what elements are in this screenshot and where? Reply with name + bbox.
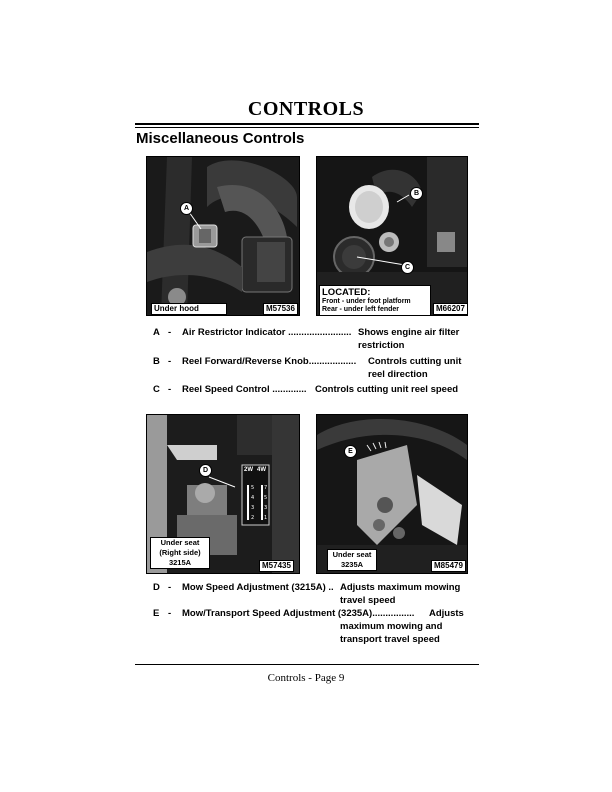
item-description: reel direction xyxy=(368,369,428,380)
controls-list-top xyxy=(153,327,473,397)
caption-under-hood: Under hood xyxy=(151,303,227,315)
item-label: Air Restrictor Indicator ........................ xyxy=(182,327,352,338)
marker-b: B xyxy=(410,187,423,200)
item-description: Adjusts xyxy=(429,608,464,619)
item-label: Reel Forward/Reverse Knob.................. xyxy=(182,356,357,367)
photo-code: M57536 xyxy=(263,303,298,315)
svg-text:5: 5 xyxy=(251,485,255,491)
photo-code: M57435 xyxy=(259,560,294,572)
scale-4w: 4W xyxy=(257,467,266,473)
page-title: CONTROLS xyxy=(247,98,365,120)
footer-rule xyxy=(135,664,479,665)
item-dash: - xyxy=(168,384,172,395)
item-description: transport travel speed xyxy=(340,634,440,645)
caption-line: (Right side) xyxy=(159,548,201,557)
item-label: Reel Speed Control ............. xyxy=(182,384,307,395)
photo-reel-controls xyxy=(316,156,468,316)
svg-text:3: 3 xyxy=(251,505,255,511)
item-description: travel speed xyxy=(340,595,396,606)
section-heading: Miscellaneous Controls xyxy=(136,130,305,147)
item-description: maximum mowing and xyxy=(340,621,443,632)
caption-under-seat xyxy=(327,549,377,571)
svg-text:3: 3 xyxy=(264,505,268,511)
item-dash: - xyxy=(168,327,172,338)
scale-2w: 2W xyxy=(244,467,253,473)
title-rule-thin xyxy=(135,127,479,128)
title-rule xyxy=(135,123,479,125)
located-box xyxy=(319,285,431,316)
caption-line: Under seat xyxy=(160,538,200,547)
svg-text:5: 5 xyxy=(264,495,268,501)
page-footer: Controls - Page 9 xyxy=(267,672,345,684)
item-description: restriction xyxy=(358,340,405,351)
caption-under-seat-right xyxy=(150,537,210,569)
caption-line: 3215A xyxy=(168,558,192,567)
item-letter: B xyxy=(153,356,160,367)
item-description: Shows engine air filter xyxy=(358,327,460,338)
item-letter: A xyxy=(153,327,160,338)
item-label: Mow Speed Adjustment (3215A) .. xyxy=(182,582,334,593)
located-front: Front - under foot platform xyxy=(322,298,411,305)
item-description: Controls cutting unit xyxy=(368,356,462,367)
svg-text:4: 4 xyxy=(251,495,255,501)
item-description: Adjusts maximum mowing xyxy=(340,582,461,593)
photo-code: M85479 xyxy=(431,560,466,572)
item-letter: E xyxy=(153,608,160,619)
marker-d: D xyxy=(199,464,212,477)
svg-text:1: 1 xyxy=(264,515,268,521)
item-dash: - xyxy=(168,608,172,619)
marker-c: C xyxy=(401,261,414,274)
marker-a: A xyxy=(180,202,193,215)
item-letter: C xyxy=(153,384,160,395)
caption-line: 3235A xyxy=(340,560,364,569)
item-letter: D xyxy=(153,582,160,593)
controls-list-bottom xyxy=(153,582,473,644)
caption-line: Under seat xyxy=(332,550,372,559)
item-label: Mow/Transport Speed Adjustment (3235A)................ xyxy=(182,608,415,619)
located-rear: Rear - under left fender xyxy=(322,306,400,313)
photo-transport-speed xyxy=(316,414,468,574)
located-title: LOCATED: xyxy=(322,287,371,298)
photo-air-restrictor-image xyxy=(147,157,299,315)
svg-text:2: 2 xyxy=(251,515,255,521)
marker-e: E xyxy=(344,445,357,458)
photo-air-restrictor xyxy=(146,156,300,316)
item-dash: - xyxy=(168,356,172,367)
photo-code: M66207 xyxy=(433,303,468,315)
item-dash: - xyxy=(168,582,172,593)
svg-text:7: 7 xyxy=(264,485,268,491)
photo-mow-speed xyxy=(146,414,300,574)
item-description: Controls cutting unit reel speed xyxy=(315,384,459,395)
